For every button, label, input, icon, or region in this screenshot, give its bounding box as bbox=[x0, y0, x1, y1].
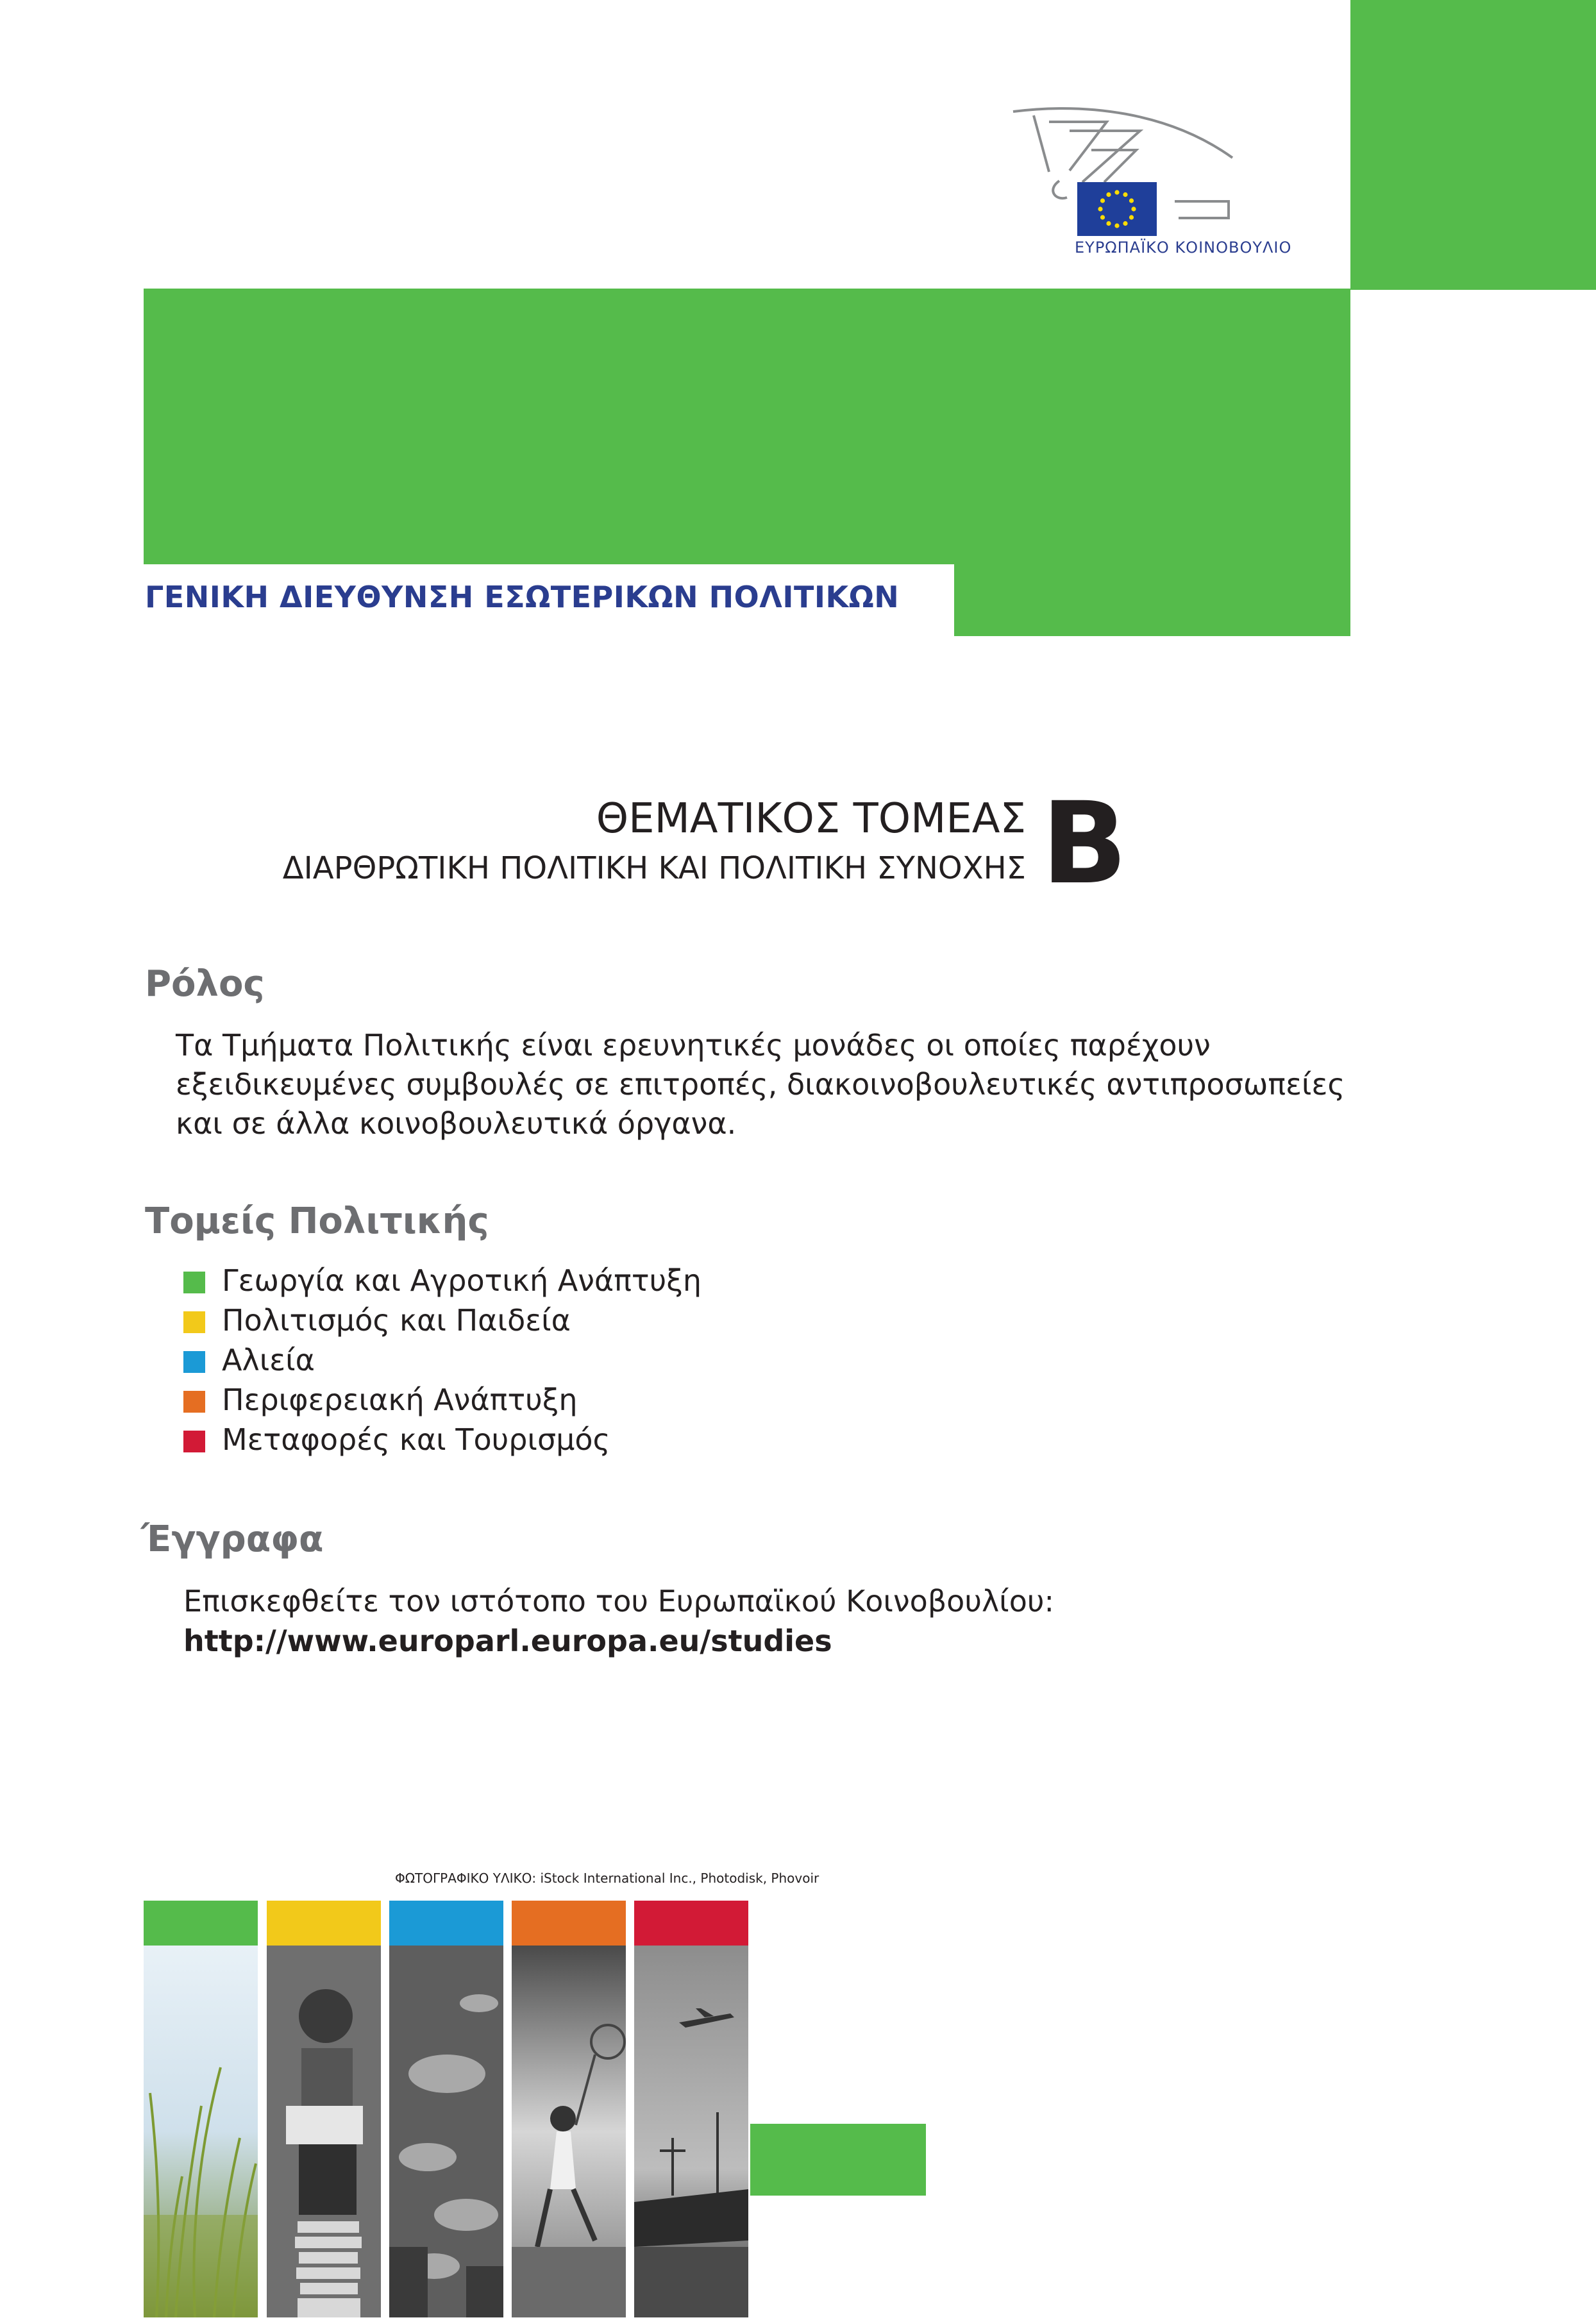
photo-strip-culture bbox=[267, 1901, 381, 2317]
directorate-title: ΓΕΝΙΚΗ ΔΙΕΥΘΥΝΣΗ ΕΣΩΤΕΡΙΚΩΝ ΠΟΛΙΤΙΚΩΝ bbox=[145, 580, 900, 614]
top-right-green-block bbox=[1350, 0, 1596, 290]
strip-color-bar bbox=[512, 1901, 626, 1946]
policy-area-label: Μεταφορές και Τουρισμός bbox=[222, 1422, 610, 1457]
photo-strip-fisheries bbox=[389, 1901, 503, 2317]
photo-strip-regional bbox=[512, 1901, 626, 2317]
red-square-icon bbox=[183, 1431, 205, 1452]
orange-square-icon bbox=[183, 1391, 205, 1413]
photo-strip-transport bbox=[634, 1901, 748, 2317]
header-green-band bbox=[144, 289, 1350, 564]
studies-link[interactable]: http://www.europarl.europa.eu/studies bbox=[183, 1624, 832, 1658]
photo-credit: ΦΩΤΟΓΡΑΦΙΚΟ ΥΛΙΚΟ: iStock International Inc., Photodisk, Phovoir bbox=[395, 1870, 819, 1886]
role-heading: Ρόλος bbox=[145, 963, 265, 1005]
bottom-green-block bbox=[750, 2124, 926, 2196]
girl-running-photo bbox=[512, 1946, 626, 2317]
policy-area-label: Περιφερειακή Ανάπτυξη bbox=[222, 1383, 578, 1417]
theme-letter: B bbox=[1041, 778, 1128, 909]
photo-strip-agriculture bbox=[144, 1901, 258, 2317]
list-item bbox=[183, 1261, 701, 1300]
role-line: Τα Τμήματα Πολιτικής είναι ερευνητικές μονάδες οι οποίες παρέχουν bbox=[176, 1028, 1211, 1063]
policy-area-label: Γεωργία και Αγροτική Ανάπτυξη bbox=[222, 1263, 702, 1298]
boy-reading-photo bbox=[267, 1946, 381, 2317]
green-square-icon bbox=[183, 1272, 205, 1293]
ship-and-plane-photo bbox=[634, 1946, 748, 2317]
strip-color-bar bbox=[389, 1901, 503, 1946]
blue-square-icon bbox=[183, 1351, 205, 1373]
header-green-tab bbox=[954, 564, 1350, 636]
strip-color-bar bbox=[634, 1901, 748, 1946]
documents-heading: Έγγραφα bbox=[141, 1518, 324, 1560]
logo-caption: ΕΥΡΩΠΑΪΚΟ ΚΟΙΝΟΒΟΥΛΙΟ bbox=[1075, 239, 1292, 256]
role-line: εξειδικευμένες συμβουλές σε επιτροπές, διακοινοβουλευτικές αντιπροσωπείες bbox=[176, 1067, 1345, 1102]
list-item bbox=[183, 1420, 701, 1459]
grass-photo bbox=[144, 1946, 258, 2317]
fish-photo bbox=[389, 1946, 503, 2317]
policy-areas-heading: Τομείς Πολιτικής bbox=[145, 1200, 489, 1242]
theme-title: ΘΕΜΑΤΙΚΟΣ ΤΟΜΕΑΣ bbox=[596, 795, 1026, 843]
documents-text: Επισκεφθείτε τον ιστότοπο του Ευρωπαϊκού Κοινοβουλίου: bbox=[183, 1584, 1054, 1618]
strip-color-bar bbox=[144, 1901, 258, 1946]
documents-body bbox=[183, 1581, 1054, 1661]
list-item bbox=[183, 1340, 701, 1380]
theme-heading bbox=[128, 795, 1026, 904]
policy-area-label: Αλιεία bbox=[222, 1343, 315, 1377]
policy-area-label: Πολιτισμός και Παιδεία bbox=[222, 1303, 571, 1338]
role-line: και σε άλλα κοινοβουλευτικά όργανα. bbox=[176, 1106, 737, 1141]
policy-areas-list bbox=[183, 1261, 701, 1459]
theme-subtitle: ΔΙΑΡΘΡΩΤΙΚΗ ΠΟΛΙΤΙΚΗ ΚΑΙ ΠΟΛΙΤΙΚΗ ΣΥΝΟΧΗΣ bbox=[282, 850, 1026, 886]
strip-color-bar bbox=[267, 1901, 381, 1946]
yellow-square-icon bbox=[183, 1311, 205, 1333]
list-item bbox=[183, 1300, 701, 1340]
list-item bbox=[183, 1380, 701, 1420]
role-description bbox=[176, 1026, 1345, 1143]
